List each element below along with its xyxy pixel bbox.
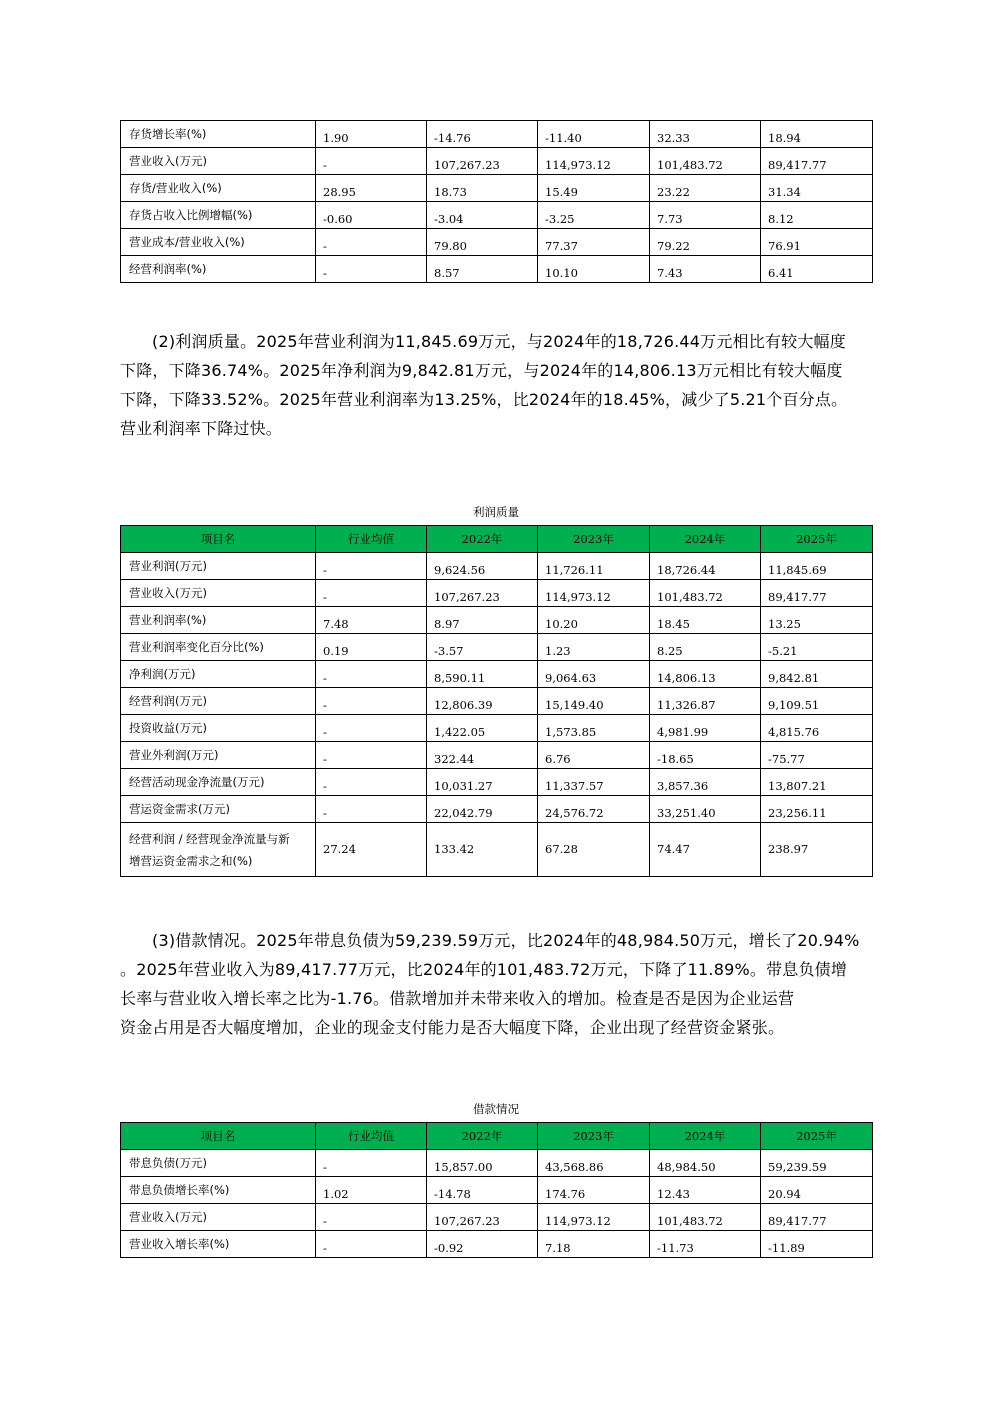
table-row [121,1204,873,1231]
cell-2023: 114,973.12 [538,148,650,175]
paragraph-line: 资金占用是否大幅度增加，企业的现金支付能力是否大幅度下降，企业出现了经营资金紧张。 [120,1018,785,1037]
table-row [121,715,873,742]
cell-2023: 11,726.11 [538,553,650,580]
cell-industry-avg: - [316,715,427,742]
table-row [121,1177,873,1204]
cell-2025: 4,815.76 [761,715,873,742]
cell-2024: 14,806.13 [650,661,761,688]
cell-2024: 101,483.72 [650,148,761,175]
table-row [121,202,873,229]
cell-2025: 9,842.81 [761,661,873,688]
table-row [121,553,873,580]
cell-2022: 1,422.05 [427,715,538,742]
cell-industry-avg: - [316,1150,427,1177]
cell-industry-avg: - [316,1204,427,1231]
cell-industry-avg: - [316,688,427,715]
table-row [121,796,873,823]
cell-item-name: 带息负债(万元) [121,1150,316,1177]
header-2022: 2022年 [427,1123,538,1150]
table-row [121,742,873,769]
cell-item-name: 净利润(万元) [121,661,316,688]
cell-2022: 10,031.27 [427,769,538,796]
cell-2023: 1.23 [538,634,650,661]
profit-quality-table-body [121,553,873,877]
cell-item-name: 存货占收入比例增幅(%) [121,202,316,229]
cell-2025: -75.77 [761,742,873,769]
cell-2025: 13.25 [761,607,873,634]
cell-2025: -11.89 [761,1231,873,1258]
header-2024: 2024年 [650,526,761,553]
cell-2024: 8.25 [650,634,761,661]
cell-2022: -14.78 [427,1177,538,1204]
cell-industry-avg: 27.24 [316,823,427,877]
table-row [121,661,873,688]
cell-item-name: 营业外利润(万元) [121,742,316,769]
cell-2024: 11,326.87 [650,688,761,715]
cell-2022: 12,806.39 [427,688,538,715]
cell-item-name: 营业利润率(%) [121,607,316,634]
cell-2023: 43,568.86 [538,1150,650,1177]
cell-2022: 18.73 [427,175,538,202]
header-industry-avg: 行业均值 [316,526,427,553]
table-row [121,256,873,283]
cell-2023: 10.20 [538,607,650,634]
cell-item-name: 带息负债增长率(%) [121,1177,316,1204]
cell-item-name [121,823,316,877]
cell-2022: 133.42 [427,823,538,877]
table-row [121,769,873,796]
cell-item-name: 营业成本/营业收入(%) [121,229,316,256]
cell-2022: -3.04 [427,202,538,229]
cell-2025: 6.41 [761,256,873,283]
header-item-name: 项目名 [121,526,316,553]
cell-item-name: 投资收益(万元) [121,715,316,742]
inventory-table-body [121,121,873,283]
paragraph-line: 下降，下降36.74%。2025年净利润为9,842.81万元，与2024年的14,806.13万元相比有较大幅度 [120,361,843,380]
borrowing-table [120,1122,873,1258]
profit-quality-table [120,525,873,877]
table-row [121,607,873,634]
cell-industry-avg: - [316,769,427,796]
cell-2024: 74.47 [650,823,761,877]
cell-2024: 101,483.72 [650,1204,761,1231]
cell-item-name: 经营活动现金净流量(万元) [121,769,316,796]
cell-2025: 31.34 [761,175,873,202]
cell-2023: 11,337.57 [538,769,650,796]
cell-2023: 1,573.85 [538,715,650,742]
cell-2025: 59,239.59 [761,1150,873,1177]
cell-item-name: 存货增长率(%) [121,121,316,148]
cell-industry-avg: 0.19 [316,634,427,661]
cell-industry-avg: 1.90 [316,121,427,148]
cell-2024: 79.22 [650,229,761,256]
cell-industry-avg: -0.60 [316,202,427,229]
cell-2024: 18,726.44 [650,553,761,580]
cell-2024: 7.73 [650,202,761,229]
cell-item-name: 经营利润率(%) [121,256,316,283]
cell-industry-avg: 7.48 [316,607,427,634]
cell-2024: 12.43 [650,1177,761,1204]
cell-2025: 89,417.77 [761,1204,873,1231]
paragraph-line: 营业利润率下降过快。 [120,419,283,438]
header-2023: 2023年 [538,526,650,553]
cell-item-name: 营运资金需求(万元) [121,796,316,823]
cell-2025: 23,256.11 [761,796,873,823]
header-2024: 2024年 [650,1123,761,1150]
cell-2022: -14.76 [427,121,538,148]
cell-2024: 23.22 [650,175,761,202]
table-row [121,121,873,148]
cell-2025: 238.97 [761,823,873,877]
cell-2023: 6.76 [538,742,650,769]
cell-2025: 89,417.77 [761,580,873,607]
cell-2023: 24,576.72 [538,796,650,823]
cell-2024: 33,251.40 [650,796,761,823]
cell-2023: 174.76 [538,1177,650,1204]
paragraph-line: 长率与营业收入增长率之比为-1.76。借款增加并未带来收入的增加。检查是否是因为企业运营 [120,989,795,1008]
cell-industry-avg: 1.02 [316,1177,427,1204]
cell-2024: -11.73 [650,1231,761,1258]
cell-item-name-line: 经营利润 / 经营现金净流量与新 [129,831,290,846]
cell-item-name: 营业利润(万元) [121,553,316,580]
cell-2025: 13,807.21 [761,769,873,796]
borrowing-caption: 借款情况 [473,1102,519,1116]
cell-2022: 8.97 [427,607,538,634]
header-2023: 2023年 [538,1123,650,1150]
table-header-row [121,1123,873,1150]
table-header-row [121,526,873,553]
cell-2024: 32.33 [650,121,761,148]
cell-2023: 114,973.12 [538,580,650,607]
table-row [121,1231,873,1258]
cell-industry-avg: - [316,580,427,607]
cell-industry-avg: - [316,553,427,580]
header-2025: 2025年 [761,1123,873,1150]
paragraph-line: (3)借款情况。2025年带息负债为59,239.59万元，比2024年的48,984.50万元，增长了20.94% [152,931,860,950]
cell-2025: 89,417.77 [761,148,873,175]
cell-2024: 3,857.36 [650,769,761,796]
cell-2025: 18.94 [761,121,873,148]
header-2022: 2022年 [427,526,538,553]
cell-industry-avg: - [316,661,427,688]
cell-industry-avg: - [316,742,427,769]
table-row [121,229,873,256]
cell-2022: 8.57 [427,256,538,283]
paragraph-line: (2)利润质量。2025年营业利润为11,845.69万元，与2024年的18,726.44万元相比有较大幅度 [152,332,846,351]
table-row [121,175,873,202]
profit-quality-paragraph [120,327,880,443]
table-row [121,688,873,715]
borrowing-paragraph [120,926,880,1042]
table-row [121,148,873,175]
cell-2023: -3.25 [538,202,650,229]
cell-item-name: 营业收入(万元) [121,148,316,175]
cell-2022: 107,267.23 [427,1204,538,1231]
cell-2022: 15,857.00 [427,1150,538,1177]
cell-2024: 101,483.72 [650,580,761,607]
cell-industry-avg: - [316,796,427,823]
table-row [121,823,873,877]
cell-2022: 22,042.79 [427,796,538,823]
cell-2022: 79.80 [427,229,538,256]
cell-2025: 9,109.51 [761,688,873,715]
cell-item-name: 存货/营业收入(%) [121,175,316,202]
cell-2024: 7.43 [650,256,761,283]
cell-2025: -5.21 [761,634,873,661]
cell-item-name: 营业收入(万元) [121,1204,316,1231]
cell-2024: -18.65 [650,742,761,769]
cell-2022: -3.57 [427,634,538,661]
cell-2023: 77.37 [538,229,650,256]
cell-2022: 9,624.56 [427,553,538,580]
cell-2025: 11,845.69 [761,553,873,580]
borrowing-table-body [121,1150,873,1258]
cell-industry-avg: 28.95 [316,175,427,202]
cell-2023: -11.40 [538,121,650,148]
cell-2022: 8,590.11 [427,661,538,688]
header-industry-avg: 行业均值 [316,1123,427,1150]
paragraph-line: 下降，下降33.52%。2025年营业利润率为13.25%，比2024年的18.45%，减少了5.21个百分点。 [120,390,848,409]
header-item-name: 项目名 [121,1123,316,1150]
cell-2023: 9,064.63 [538,661,650,688]
table-row [121,634,873,661]
cell-2022: -0.92 [427,1231,538,1258]
cell-2024: 18.45 [650,607,761,634]
cell-2022: 107,267.23 [427,148,538,175]
cell-2023: 10.10 [538,256,650,283]
paragraph-line: 。2025年营业收入为89,417.77万元，比2024年的101,483.72万元，下降了11.89%。带息负债增 [120,960,848,979]
cell-item-name-line: 增营运资金需求之和(%) [129,853,253,868]
cell-item-name: 营业收入(万元) [121,580,316,607]
cell-industry-avg: - [316,229,427,256]
cell-2023: 7.18 [538,1231,650,1258]
cell-industry-avg: - [316,256,427,283]
cell-2024: 48,984.50 [650,1150,761,1177]
cell-2025: 20.94 [761,1177,873,1204]
cell-industry-avg: - [316,1231,427,1258]
table-row [121,580,873,607]
cell-2023: 15,149.40 [538,688,650,715]
cell-2024: 4,981.99 [650,715,761,742]
cell-2025: 76.91 [761,229,873,256]
header-2025: 2025年 [761,526,873,553]
cell-2025: 8.12 [761,202,873,229]
cell-item-name: 营业收入增长率(%) [121,1231,316,1258]
cell-2023: 15.49 [538,175,650,202]
table-row [121,1150,873,1177]
cell-2023: 67.28 [538,823,650,877]
cell-2022: 322.44 [427,742,538,769]
cell-item-name: 营业利润率变化百分比(%) [121,634,316,661]
profit-quality-caption: 利润质量 [473,505,519,519]
inventory-table [120,120,873,283]
cell-industry-avg: - [316,148,427,175]
cell-item-name: 经营利润(万元) [121,688,316,715]
cell-2023: 114,973.12 [538,1204,650,1231]
cell-2022: 107,267.23 [427,580,538,607]
